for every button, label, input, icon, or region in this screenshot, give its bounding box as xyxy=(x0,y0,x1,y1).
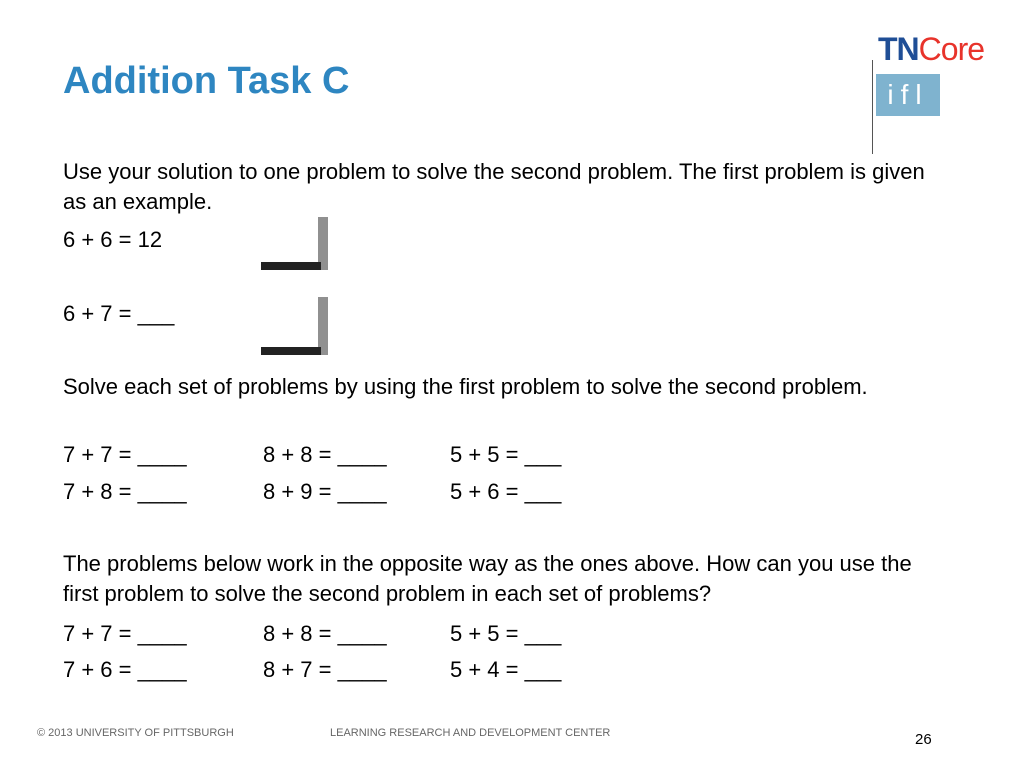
intro-text: Use your solution to one problem to solve the second problem. The first problem is given as an example. xyxy=(63,159,925,214)
equation: 5 + 6 = ___ xyxy=(450,479,562,504)
equation: 7 + 6 = ____ xyxy=(63,657,187,682)
logo-divider xyxy=(872,60,873,154)
section2-text: Solve each set of problems by using the first problem to solve the second problem. xyxy=(63,374,868,399)
equation: 5 + 5 = ___ xyxy=(450,442,562,467)
bracket-icon xyxy=(258,217,330,273)
equation: 7 + 7 = ____ xyxy=(63,621,187,646)
equation: 7 + 8 = ____ xyxy=(63,479,187,504)
tncore-ifl-logo xyxy=(872,30,1007,126)
footer-center: LEARNING RESEARCH AND DEVELOPMENT CENTER xyxy=(330,727,611,739)
equation: 8 + 7 = ____ xyxy=(263,657,387,682)
page-number: 26 xyxy=(915,731,932,748)
equation: 8 + 8 = ____ xyxy=(263,621,387,646)
example-equation-2: 6 + 7 = ___ xyxy=(63,301,175,326)
equation: 5 + 4 = ___ xyxy=(450,657,562,682)
footer-copyright: © 2013 UNIVERSITY OF PITTSBURGH xyxy=(37,727,234,739)
section3-text: The problems below work in the opposite way as the ones above. How can you use the first problem to solve the second problem in each set of problems? xyxy=(63,551,912,606)
equation: 8 + 9 = ____ xyxy=(263,479,387,504)
slide-title: Addition Task C xyxy=(63,60,350,102)
tncore-wordmark: TNCore xyxy=(878,31,985,67)
ifl-badge: ifl xyxy=(876,74,940,116)
bracket-icon xyxy=(258,297,330,357)
equation: 7 + 7 = ____ xyxy=(63,442,187,467)
example-equation-1: 6 + 6 = 12 xyxy=(63,227,163,252)
equation: 8 + 8 = ____ xyxy=(263,442,387,467)
equation: 5 + 5 = ___ xyxy=(450,621,562,646)
